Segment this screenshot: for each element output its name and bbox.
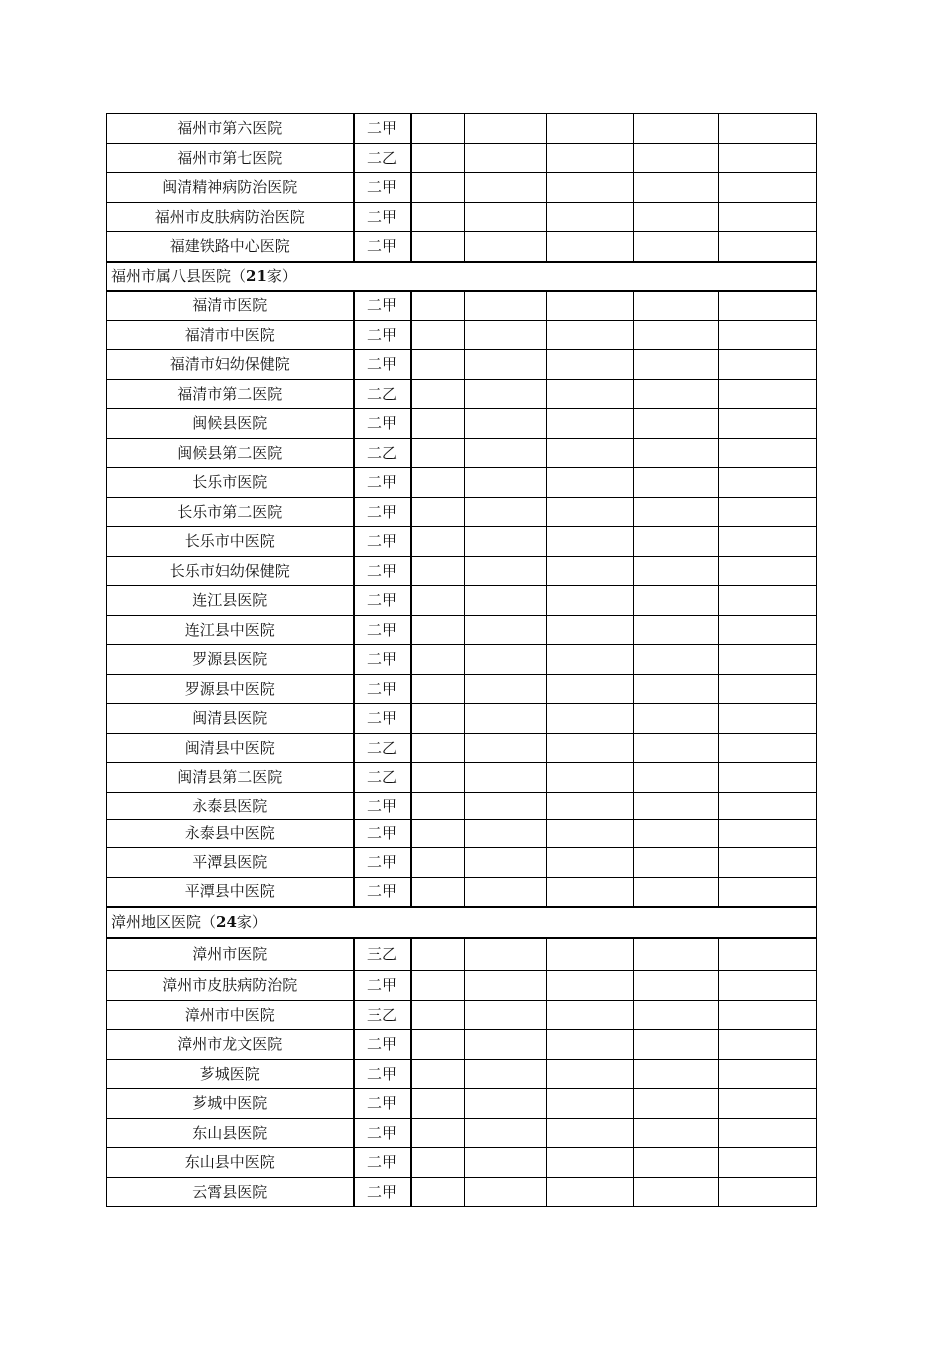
section-unit: 家） (266, 266, 297, 285)
section-count: 21 (246, 266, 267, 285)
empty-cell (411, 734, 465, 763)
empty-cell (634, 557, 719, 586)
empty-cell (634, 734, 719, 763)
empty-cell (547, 350, 634, 380)
empty-cell (547, 734, 634, 763)
section-header (107, 262, 817, 291)
hospital-grade-cell: 二乙 (354, 144, 411, 173)
empty-cell (411, 1001, 465, 1030)
empty-cell (719, 820, 817, 848)
hospital-name-cell: 长乐市妇幼保健院 (107, 557, 354, 586)
hospital-grade-cell: 二甲 (354, 1089, 411, 1119)
table-row (107, 439, 817, 468)
empty-cell (465, 321, 547, 350)
hospital-grade-cell: 二甲 (354, 291, 411, 321)
empty-cell (547, 1178, 634, 1207)
table-row (107, 1178, 817, 1207)
empty-cell (411, 938, 465, 971)
empty-cell (634, 350, 719, 380)
hospital-name-cell: 闽清县医院 (107, 704, 354, 734)
empty-cell (411, 793, 465, 820)
hospital-name-cell: 闽候县医院 (107, 409, 354, 439)
empty-cell (719, 439, 817, 468)
empty-cell (465, 1178, 547, 1207)
empty-cell (634, 468, 719, 498)
empty-cell (465, 616, 547, 645)
empty-cell (719, 203, 817, 232)
empty-cell (719, 704, 817, 734)
empty-cell (411, 498, 465, 527)
empty-cell (634, 1060, 719, 1089)
empty-cell (411, 878, 465, 907)
table-row (107, 291, 817, 321)
section-header-row (107, 262, 817, 291)
empty-cell (465, 1060, 547, 1089)
empty-cell (465, 173, 547, 203)
hospital-grade-cell: 二甲 (354, 557, 411, 586)
hospital-grade-cell: 二甲 (354, 1178, 411, 1207)
hospital-name-cell: 福清市妇幼保健院 (107, 350, 354, 380)
hospital-grade-cell: 二甲 (354, 527, 411, 557)
empty-cell (547, 878, 634, 907)
empty-cell (634, 380, 719, 409)
empty-cell (411, 971, 465, 1001)
hospital-grade-cell: 二甲 (354, 586, 411, 616)
empty-cell (634, 439, 719, 468)
empty-cell (547, 1001, 634, 1030)
table-row (107, 1148, 817, 1178)
empty-cell (634, 675, 719, 704)
empty-cell (465, 938, 547, 971)
empty-cell (719, 586, 817, 616)
empty-cell (547, 468, 634, 498)
empty-cell (411, 1148, 465, 1178)
empty-cell (547, 409, 634, 439)
empty-cell (465, 1089, 547, 1119)
empty-cell (547, 557, 634, 586)
empty-cell (547, 1089, 634, 1119)
empty-cell (719, 616, 817, 645)
empty-cell (719, 144, 817, 173)
empty-cell (719, 173, 817, 203)
empty-cell (411, 848, 465, 878)
empty-cell (465, 1001, 547, 1030)
table-row (107, 586, 817, 616)
hospital-grade-cell: 二甲 (354, 675, 411, 704)
empty-cell (411, 1089, 465, 1119)
empty-cell (634, 971, 719, 1001)
hospital-name-cell: 闽清县中医院 (107, 734, 354, 763)
empty-cell (719, 350, 817, 380)
empty-cell (547, 848, 634, 878)
table-row (107, 203, 817, 232)
empty-cell (465, 820, 547, 848)
empty-cell (465, 203, 547, 232)
hospital-grade-cell: 二甲 (354, 409, 411, 439)
hospital-grade-cell: 二甲 (354, 704, 411, 734)
hospital-name-cell: 芗城中医院 (107, 1089, 354, 1119)
empty-cell (465, 557, 547, 586)
hospital-name-cell: 长乐市中医院 (107, 527, 354, 557)
table-row (107, 144, 817, 173)
empty-cell (411, 321, 465, 350)
empty-cell (719, 675, 817, 704)
empty-cell (634, 321, 719, 350)
empty-cell (411, 439, 465, 468)
empty-cell (411, 173, 465, 203)
empty-cell (634, 173, 719, 203)
table-row (107, 409, 817, 439)
empty-cell (719, 409, 817, 439)
empty-cell (411, 409, 465, 439)
empty-cell (411, 557, 465, 586)
hospital-name-cell: 长乐市医院 (107, 468, 354, 498)
empty-cell (411, 616, 465, 645)
empty-cell (465, 848, 547, 878)
table-row (107, 321, 817, 350)
empty-cell (719, 498, 817, 527)
hospital-grade-cell: 二乙 (354, 380, 411, 409)
empty-cell (719, 1178, 817, 1207)
hospital-grade-cell: 二甲 (354, 321, 411, 350)
hospital-name-cell: 东山县医院 (107, 1119, 354, 1148)
empty-cell (411, 763, 465, 793)
empty-cell (411, 291, 465, 321)
table-row (107, 734, 817, 763)
empty-cell (719, 1089, 817, 1119)
empty-cell (411, 380, 465, 409)
table-row (107, 232, 817, 262)
empty-cell (634, 114, 719, 144)
empty-cell (634, 878, 719, 907)
hospital-grade-cell: 二甲 (354, 1060, 411, 1089)
table-row (107, 848, 817, 878)
hospital-name-cell: 芗城医院 (107, 1060, 354, 1089)
empty-cell (465, 232, 547, 262)
empty-cell (547, 675, 634, 704)
hospital-grade-cell: 二甲 (354, 203, 411, 232)
table-row (107, 527, 817, 557)
hospital-grade-cell: 三乙 (354, 938, 411, 971)
hospital-grade-cell: 二甲 (354, 793, 411, 820)
empty-cell (719, 938, 817, 971)
empty-cell (465, 793, 547, 820)
empty-cell (719, 468, 817, 498)
empty-cell (411, 1178, 465, 1207)
table-row (107, 820, 817, 848)
empty-cell (719, 321, 817, 350)
table-row (107, 114, 817, 144)
empty-cell (719, 645, 817, 675)
hospital-name-cell: 罗源县中医院 (107, 675, 354, 704)
hospital-name-cell: 福清市中医院 (107, 321, 354, 350)
empty-cell (547, 114, 634, 144)
empty-cell (547, 144, 634, 173)
hospital-grade-cell: 二甲 (354, 971, 411, 1001)
empty-cell (634, 1030, 719, 1060)
empty-cell (634, 586, 719, 616)
table-row (107, 380, 817, 409)
hospital-grade-cell: 二甲 (354, 1148, 411, 1178)
hospital-name-cell: 漳州市中医院 (107, 1001, 354, 1030)
empty-cell (547, 763, 634, 793)
empty-cell (634, 848, 719, 878)
empty-cell (411, 1060, 465, 1089)
empty-cell (465, 439, 547, 468)
empty-cell (465, 291, 547, 321)
table-row (107, 793, 817, 820)
empty-cell (411, 468, 465, 498)
empty-cell (634, 1119, 719, 1148)
hospital-grade-cell: 二甲 (354, 498, 411, 527)
hospital-name-cell: 福建铁路中心医院 (107, 232, 354, 262)
table-row (107, 1089, 817, 1119)
empty-cell (547, 645, 634, 675)
empty-cell (411, 675, 465, 704)
empty-cell (634, 763, 719, 793)
empty-cell (465, 645, 547, 675)
empty-cell (465, 350, 547, 380)
hospital-name-cell: 云霄县医院 (107, 1178, 354, 1207)
table-row (107, 704, 817, 734)
empty-cell (465, 734, 547, 763)
hospital-name-cell: 福州市第七医院 (107, 144, 354, 173)
empty-cell (411, 1030, 465, 1060)
hospital-grade-cell: 二乙 (354, 734, 411, 763)
empty-cell (411, 820, 465, 848)
empty-cell (547, 291, 634, 321)
hospital-name-cell: 连江县医院 (107, 586, 354, 616)
table-row (107, 468, 817, 498)
empty-cell (547, 1119, 634, 1148)
hospital-table (106, 113, 817, 1207)
hospital-name-cell: 福清市医院 (107, 291, 354, 321)
hospital-name-cell: 福州市第六医院 (107, 114, 354, 144)
empty-cell (634, 820, 719, 848)
section-count: 24 (216, 912, 237, 931)
empty-cell (547, 498, 634, 527)
empty-cell (411, 1119, 465, 1148)
empty-cell (411, 645, 465, 675)
empty-cell (465, 527, 547, 557)
hospital-grade-cell: 二甲 (354, 350, 411, 380)
hospital-name-cell: 闽清县第二医院 (107, 763, 354, 793)
empty-cell (547, 527, 634, 557)
empty-cell (719, 380, 817, 409)
table-row (107, 878, 817, 907)
table-row (107, 557, 817, 586)
empty-cell (634, 645, 719, 675)
table-row (107, 645, 817, 675)
empty-cell (547, 321, 634, 350)
empty-cell (719, 557, 817, 586)
empty-cell (547, 704, 634, 734)
table-row (107, 1001, 817, 1030)
empty-cell (465, 1148, 547, 1178)
empty-cell (719, 1030, 817, 1060)
empty-cell (547, 971, 634, 1001)
hospital-name-cell: 漳州市龙文医院 (107, 1030, 354, 1060)
empty-cell (547, 173, 634, 203)
empty-cell (634, 144, 719, 173)
hospital-grade-cell: 二甲 (354, 232, 411, 262)
empty-cell (465, 1119, 547, 1148)
empty-cell (634, 793, 719, 820)
hospital-grade-cell: 二甲 (354, 468, 411, 498)
hospital-grade-cell: 二乙 (354, 763, 411, 793)
hospital-name-cell: 连江县中医院 (107, 616, 354, 645)
empty-cell (411, 114, 465, 144)
empty-cell (634, 1089, 719, 1119)
empty-cell (465, 1030, 547, 1060)
hospital-grade-cell: 二甲 (354, 616, 411, 645)
empty-cell (719, 1119, 817, 1148)
empty-cell (411, 203, 465, 232)
section-header-row (107, 907, 817, 938)
empty-cell (411, 232, 465, 262)
table-row (107, 938, 817, 971)
empty-cell (634, 616, 719, 645)
hospital-grade-cell: 二甲 (354, 848, 411, 878)
table-row (107, 675, 817, 704)
empty-cell (547, 586, 634, 616)
empty-cell (411, 704, 465, 734)
empty-cell (634, 704, 719, 734)
empty-cell (719, 878, 817, 907)
empty-cell (719, 734, 817, 763)
hospital-table-sheet (106, 113, 817, 1207)
empty-cell (719, 1060, 817, 1089)
empty-cell (719, 793, 817, 820)
empty-cell (465, 878, 547, 907)
table-row (107, 1119, 817, 1148)
empty-cell (465, 586, 547, 616)
empty-cell (547, 1030, 634, 1060)
hospital-grade-cell: 二甲 (354, 1119, 411, 1148)
section-unit: 家） (236, 912, 267, 931)
table-row (107, 971, 817, 1001)
empty-cell (634, 527, 719, 557)
table-row (107, 1030, 817, 1060)
hospital-name-cell: 闽候县第二医院 (107, 439, 354, 468)
empty-cell (719, 114, 817, 144)
hospital-grade-cell: 二甲 (354, 173, 411, 203)
empty-cell (465, 704, 547, 734)
hospital-table-body (107, 114, 817, 1207)
hospital-grade-cell: 二甲 (354, 820, 411, 848)
section-title: 漳州地区医院（ (111, 912, 217, 931)
hospital-name-cell: 漳州市医院 (107, 938, 354, 971)
hospital-name-cell: 漳州市皮肤病防治院 (107, 971, 354, 1001)
empty-cell (634, 409, 719, 439)
table-row (107, 763, 817, 793)
hospital-name-cell: 长乐市第二医院 (107, 498, 354, 527)
empty-cell (547, 938, 634, 971)
hospital-name-cell: 福州市皮肤病防治医院 (107, 203, 354, 232)
empty-cell (634, 498, 719, 527)
empty-cell (465, 498, 547, 527)
empty-cell (634, 1178, 719, 1207)
empty-cell (634, 938, 719, 971)
hospital-name-cell: 永泰县医院 (107, 793, 354, 820)
hospital-name-cell: 罗源县医院 (107, 645, 354, 675)
empty-cell (465, 114, 547, 144)
hospital-grade-cell: 二甲 (354, 878, 411, 907)
empty-cell (634, 1001, 719, 1030)
empty-cell (634, 232, 719, 262)
table-row (107, 498, 817, 527)
empty-cell (634, 291, 719, 321)
table-row (107, 616, 817, 645)
empty-cell (719, 763, 817, 793)
empty-cell (465, 380, 547, 409)
hospital-grade-cell: 二甲 (354, 645, 411, 675)
hospital-grade-cell: 二甲 (354, 1030, 411, 1060)
empty-cell (465, 468, 547, 498)
empty-cell (634, 203, 719, 232)
section-title: 福州市属八县医院（ (111, 266, 247, 285)
empty-cell (719, 1148, 817, 1178)
empty-cell (547, 232, 634, 262)
hospital-grade-cell: 二乙 (354, 439, 411, 468)
empty-cell (719, 291, 817, 321)
empty-cell (547, 1060, 634, 1089)
hospital-name-cell: 永泰县中医院 (107, 820, 354, 848)
empty-cell (719, 232, 817, 262)
empty-cell (634, 1148, 719, 1178)
empty-cell (719, 1001, 817, 1030)
empty-cell (411, 586, 465, 616)
hospital-name-cell: 平潭县医院 (107, 848, 354, 878)
hospital-name-cell: 闽清精神病防治医院 (107, 173, 354, 203)
empty-cell (465, 409, 547, 439)
empty-cell (411, 527, 465, 557)
hospital-name-cell: 平潭县中医院 (107, 878, 354, 907)
empty-cell (719, 527, 817, 557)
empty-cell (465, 675, 547, 704)
table-row (107, 173, 817, 203)
hospital-grade-cell: 三乙 (354, 1001, 411, 1030)
empty-cell (411, 350, 465, 380)
empty-cell (411, 144, 465, 173)
empty-cell (465, 763, 547, 793)
empty-cell (547, 439, 634, 468)
table-row (107, 350, 817, 380)
empty-cell (547, 203, 634, 232)
empty-cell (547, 380, 634, 409)
empty-cell (719, 971, 817, 1001)
hospital-name-cell: 东山县中医院 (107, 1148, 354, 1178)
empty-cell (547, 616, 634, 645)
hospital-name-cell: 福清市第二医院 (107, 380, 354, 409)
section-header (107, 907, 817, 938)
hospital-grade-cell: 二甲 (354, 114, 411, 144)
empty-cell (547, 1148, 634, 1178)
empty-cell (465, 144, 547, 173)
empty-cell (547, 820, 634, 848)
table-row (107, 1060, 817, 1089)
empty-cell (547, 793, 634, 820)
empty-cell (465, 971, 547, 1001)
empty-cell (719, 848, 817, 878)
